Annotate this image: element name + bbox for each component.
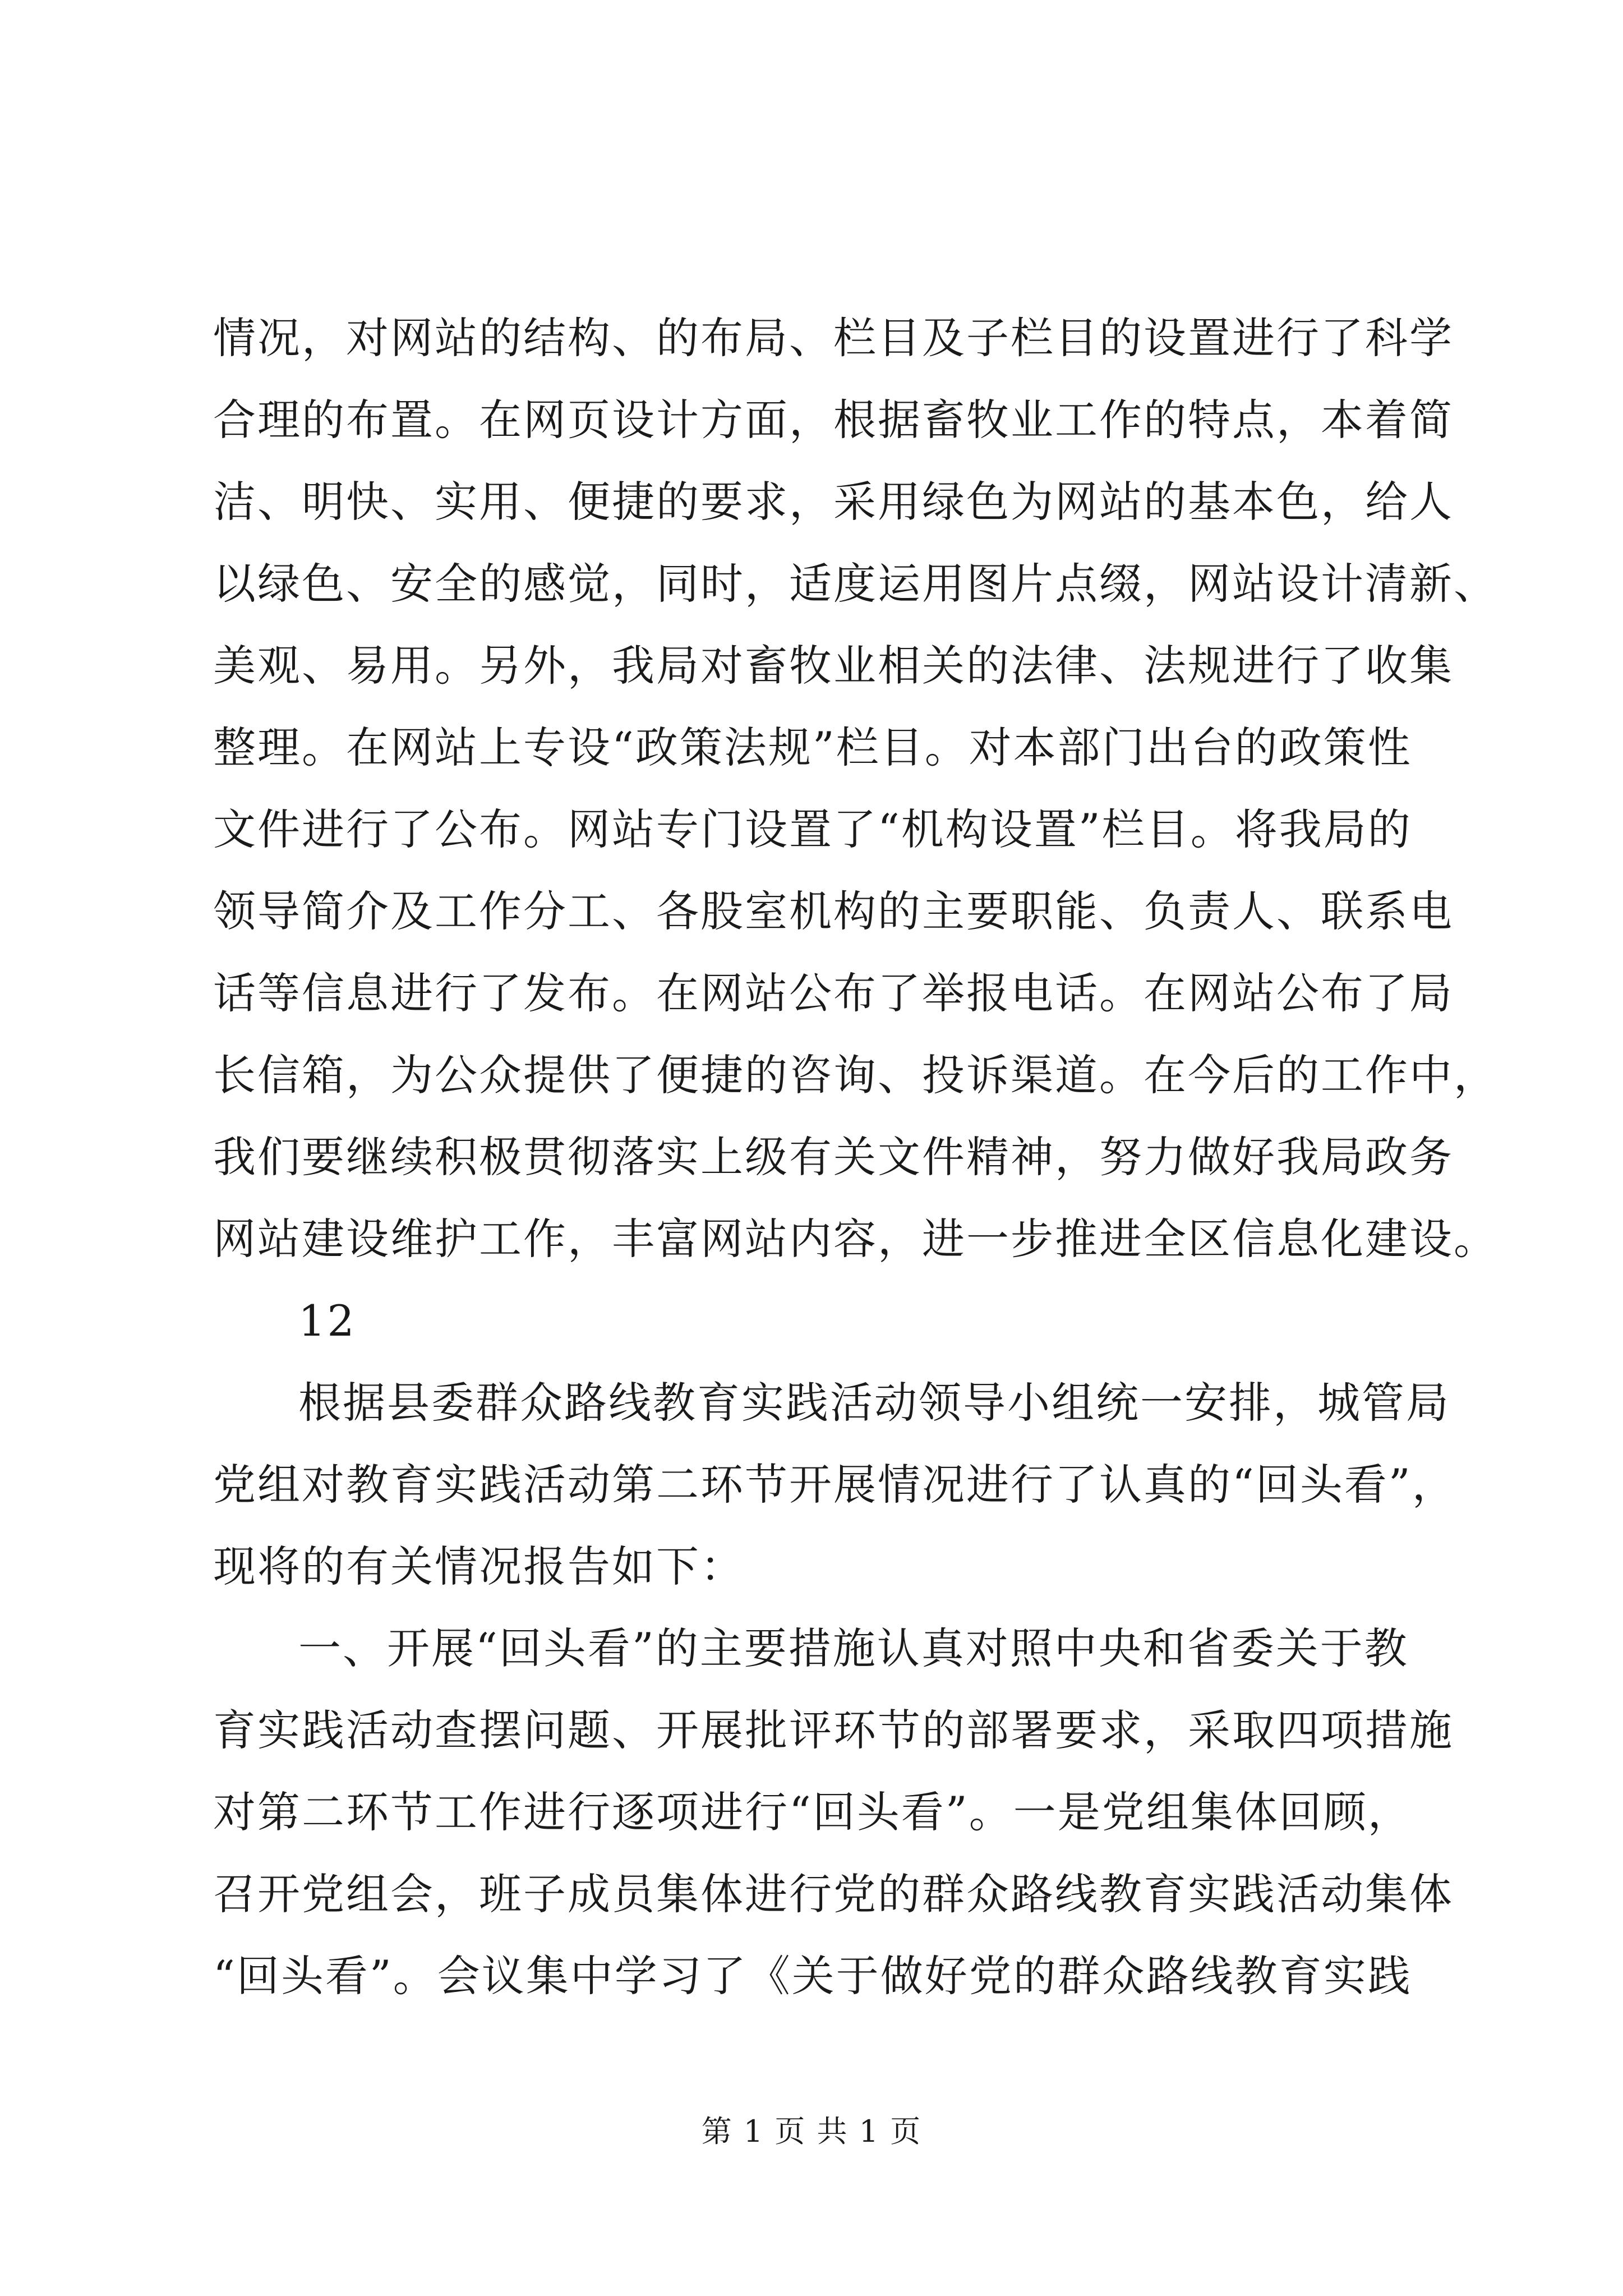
text-line: 话等信息进行了发布。在网站公布了举报电话。在网站公布了局 (213, 968, 1454, 1018)
document-body (213, 297, 1498, 2017)
text-line: 情况，对网站的结构、的布局、栏目及子栏目的设置进行了科学 (213, 313, 1454, 363)
text-line: 合理的布置。在网页设计方面，根据畜牧业工作的特点，本着简 (213, 395, 1454, 445)
text-line: 召开党组会，班子成员集体进行党的群众路线教育实践活动集体 (213, 1869, 1454, 1919)
text-line: 育实践活动查摆问题、开展批评环节的部署要求，采取四项措施 (213, 1705, 1454, 1755)
text-line: 洁、明快、实用、便捷的要求，采用绿色为网站的基本色，给人 (213, 477, 1454, 527)
text-line: 一、开展“回头看”的主要措施认真对照中央和省委关于教 (298, 1623, 1409, 1673)
text-line: 美观、易用。另外，我局对畜牧业相关的法律、法规进行了收集 (213, 641, 1454, 691)
text-line: 12 (298, 1296, 356, 1346)
text-line: 根据县委群众路线教育实践活动领导小组统一安排，城管局 (298, 1378, 1450, 1428)
text-line: 我们要继续积极贯彻落实上级有关文件精神，努力做好我局政务 (213, 1132, 1454, 1182)
text-line: 党组对教育实践活动第二环节开展情况进行了认真的“回头看”， (213, 1460, 1456, 1510)
page-footer: 第 1 页 共 1 页 (701, 2114, 922, 2149)
text-line: 现将的有关情况报告如下： (213, 1542, 745, 1591)
text-line: 整理。在网站上专设“政策法规”栏目。对本部门出台的政策性 (213, 723, 1412, 772)
text-line: 长信箱，为公众提供了便捷的咨询、投诉渠道。在今后的工作中， (213, 1050, 1498, 1100)
text-line: 以绿色、安全的感觉，同时，适度运用图片点缀，网站设计清新、 (213, 559, 1498, 609)
text-line: 文件进行了公布。网站专门设置了“机构设置”栏目。将我局的 (213, 804, 1412, 854)
text-line: 领导简介及工作分工、各股室机构的主要职能、负责人、联系电 (213, 886, 1454, 936)
text-line: 网站建设维护工作，丰富网站内容，进一步推进全区信息化建设。 (213, 1214, 1498, 1264)
text-line: 对第二环节工作进行逐项进行“回头看”。一是党组集体回顾， (213, 1787, 1412, 1837)
text-line: “回头看”。会议集中学习了《关于做好党的群众路线教育实践 (213, 1951, 1412, 2001)
